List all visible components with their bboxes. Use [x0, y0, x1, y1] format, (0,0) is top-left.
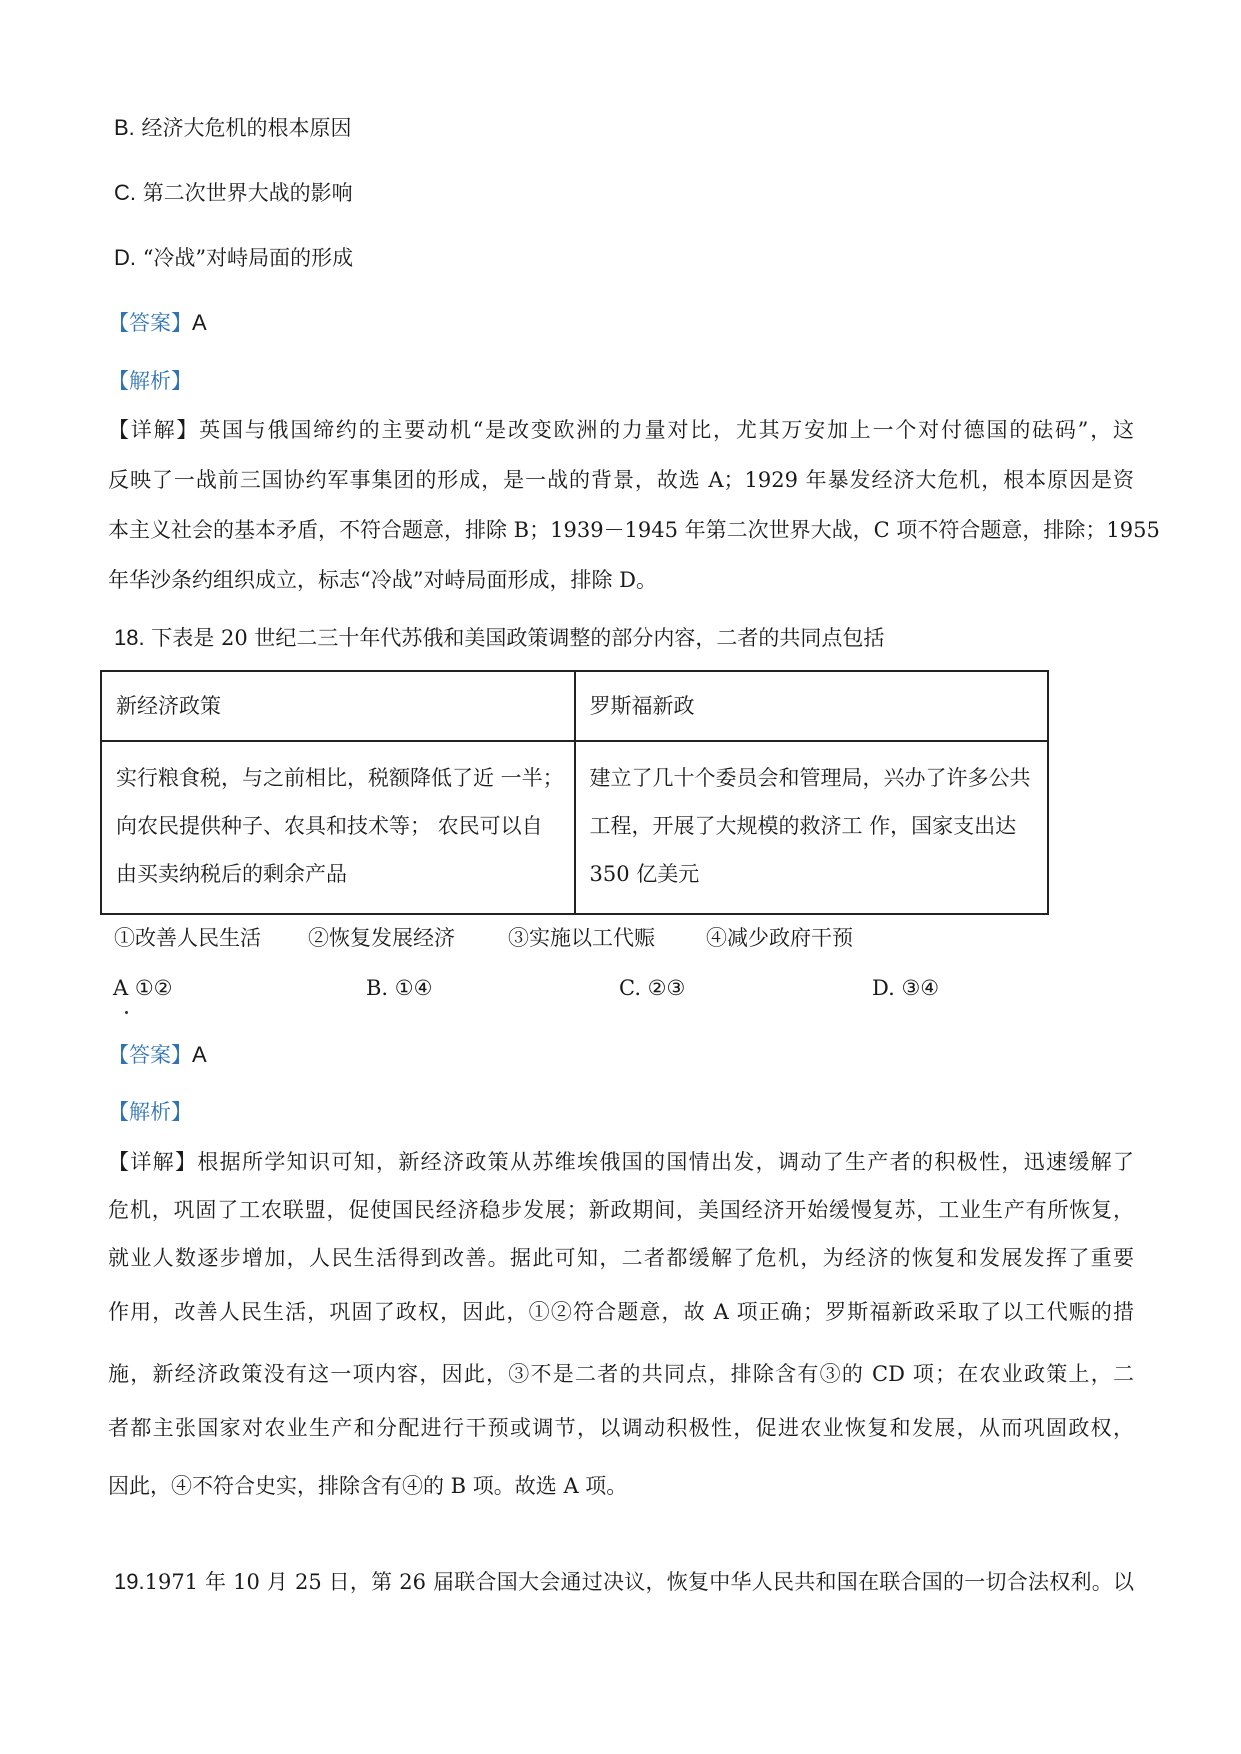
detail-line: 【详解】英国与俄国缔约的主要动机“是改变欧洲的力量对比，尤其万安加上一个对付德国的砝码”，这 [108, 418, 1134, 442]
table-cell-nep [101, 741, 575, 914]
q19-stem [114, 1570, 1134, 1594]
item: ④减少政府干预 [706, 926, 853, 950]
q18-answer [108, 1043, 207, 1067]
question-number: 19. [114, 1569, 145, 1594]
q17-analysis-label: 【解析】 [108, 369, 192, 393]
option-letter: B. [114, 115, 135, 140]
detail-line: 就业人数逐步增加，人民生活得到改善。据此可知，二者都缓解了危机，为经济的恢复和发展发挥了重要 [108, 1246, 1134, 1270]
answer-value: A [192, 310, 207, 335]
option-text: “冷战”对峙局面的形成 [142, 246, 354, 270]
q18-detail [108, 1150, 1134, 1498]
cell-line: 工程，开展了大规模的救济工 作，国家支出达 [589, 814, 1017, 838]
q17-detail [108, 418, 1160, 592]
detail-line: 施，新经济政策没有这一项内容，因此，③不是二者的共同点，排除含有③的 CD 项；在农业政策上，二 [108, 1362, 1134, 1386]
detail-line: 年华沙条约组织成立，标志“冷战”对峙局面形成，排除 D。 [108, 568, 657, 592]
cell-line: 建立了几十个委员会和管理局，兴办了许多公共 [589, 766, 1031, 790]
detail-line: 本主义社会的基本矛盾，不符合题意，排除 B；1939－1945 年第二次世界大战，C 项不符合题意，排除；1955 [108, 518, 1160, 542]
option-letter: D. [114, 245, 136, 270]
option-b [114, 116, 351, 140]
detail-line: 作用，改善人民生活，巩固了政权，因此，①②符合题意，故 A 项正确；罗斯福新政采取了以工代赈的措 [108, 1300, 1134, 1324]
q18-analysis-label: 【解析】 [108, 1100, 192, 1124]
choice: A ①② [113, 976, 173, 1000]
item: ①改善人民生活 [114, 926, 261, 950]
question-line [114, 1570, 1134, 1594]
q18-stem [114, 626, 884, 650]
cell-line: 由买卖纳税后的剩余产品 [116, 862, 347, 886]
choice: D. ③④ [872, 976, 940, 1000]
stray-dot [125, 1011, 128, 1014]
q17-answer [108, 311, 207, 335]
cell-line: 实行粮食税，与之前相比，税额降低了近 一半； [116, 766, 564, 790]
option-d [114, 246, 353, 270]
table-cell-new-deal [575, 741, 1049, 914]
answer-label: 【答案】 [108, 311, 192, 335]
item: ③实施以工代赈 [508, 926, 655, 950]
option-text: 第二次世界大战的影响 [142, 181, 353, 205]
option-c [114, 181, 353, 205]
detail-line: 因此，④不符合史实，排除含有④的 B 项。故选 A 项。 [108, 1474, 628, 1498]
cell-line: 350 亿美元 [589, 862, 700, 886]
question-number: 18. [114, 625, 145, 650]
policy-table [100, 670, 1049, 915]
answer-value: A [192, 1042, 207, 1067]
table-header-nep: 新经济政策 [101, 671, 575, 741]
detail-line: 反映了一战前三国协约军事集团的形成，是一战的背景，故选 A；1929 年暴发经济大危机，根本原因是资 [108, 468, 1134, 492]
detail-line: 者都主张国家对农业生产和分配进行干预或调节，以调动积极性，促进农业恢复和发展，从而巩固政权， [108, 1416, 1134, 1440]
answer-label: 【答案】 [108, 1043, 192, 1067]
option-letter: C. [114, 180, 136, 205]
item: ②恢复发展经济 [308, 926, 455, 950]
choice: C. ②③ [619, 976, 686, 1000]
option-text: 经济大危机的根本原因 [141, 116, 352, 140]
cell-line: 向农民提供种子、农具和技术等； 农民可以自 [116, 814, 543, 838]
choice: B. ①④ [366, 976, 433, 1000]
question-text: 1971 年 10 月 25 日，第 26 届联合国大会通过决议，恢复中华人民共和国在联合国的一切合法权利。以 [144, 1570, 1134, 1594]
detail-line: 【详解】根据所学知识可知，新经济政策从苏维埃俄国的国情出发，调动了生产者的积极性，迅速缓解了 [108, 1150, 1134, 1174]
table-header-new-deal: 罗斯福新政 [575, 671, 1049, 741]
question-text: 下表是 20 世纪二三十年代苏俄和美国政策调整的部分内容，二者的共同点包括 [151, 626, 885, 650]
detail-line: 危机，巩固了工农联盟，促使国民经济稳步发展；新政期间，美国经济开始缓慢复苏，工业生产有所恢复， [108, 1198, 1134, 1222]
